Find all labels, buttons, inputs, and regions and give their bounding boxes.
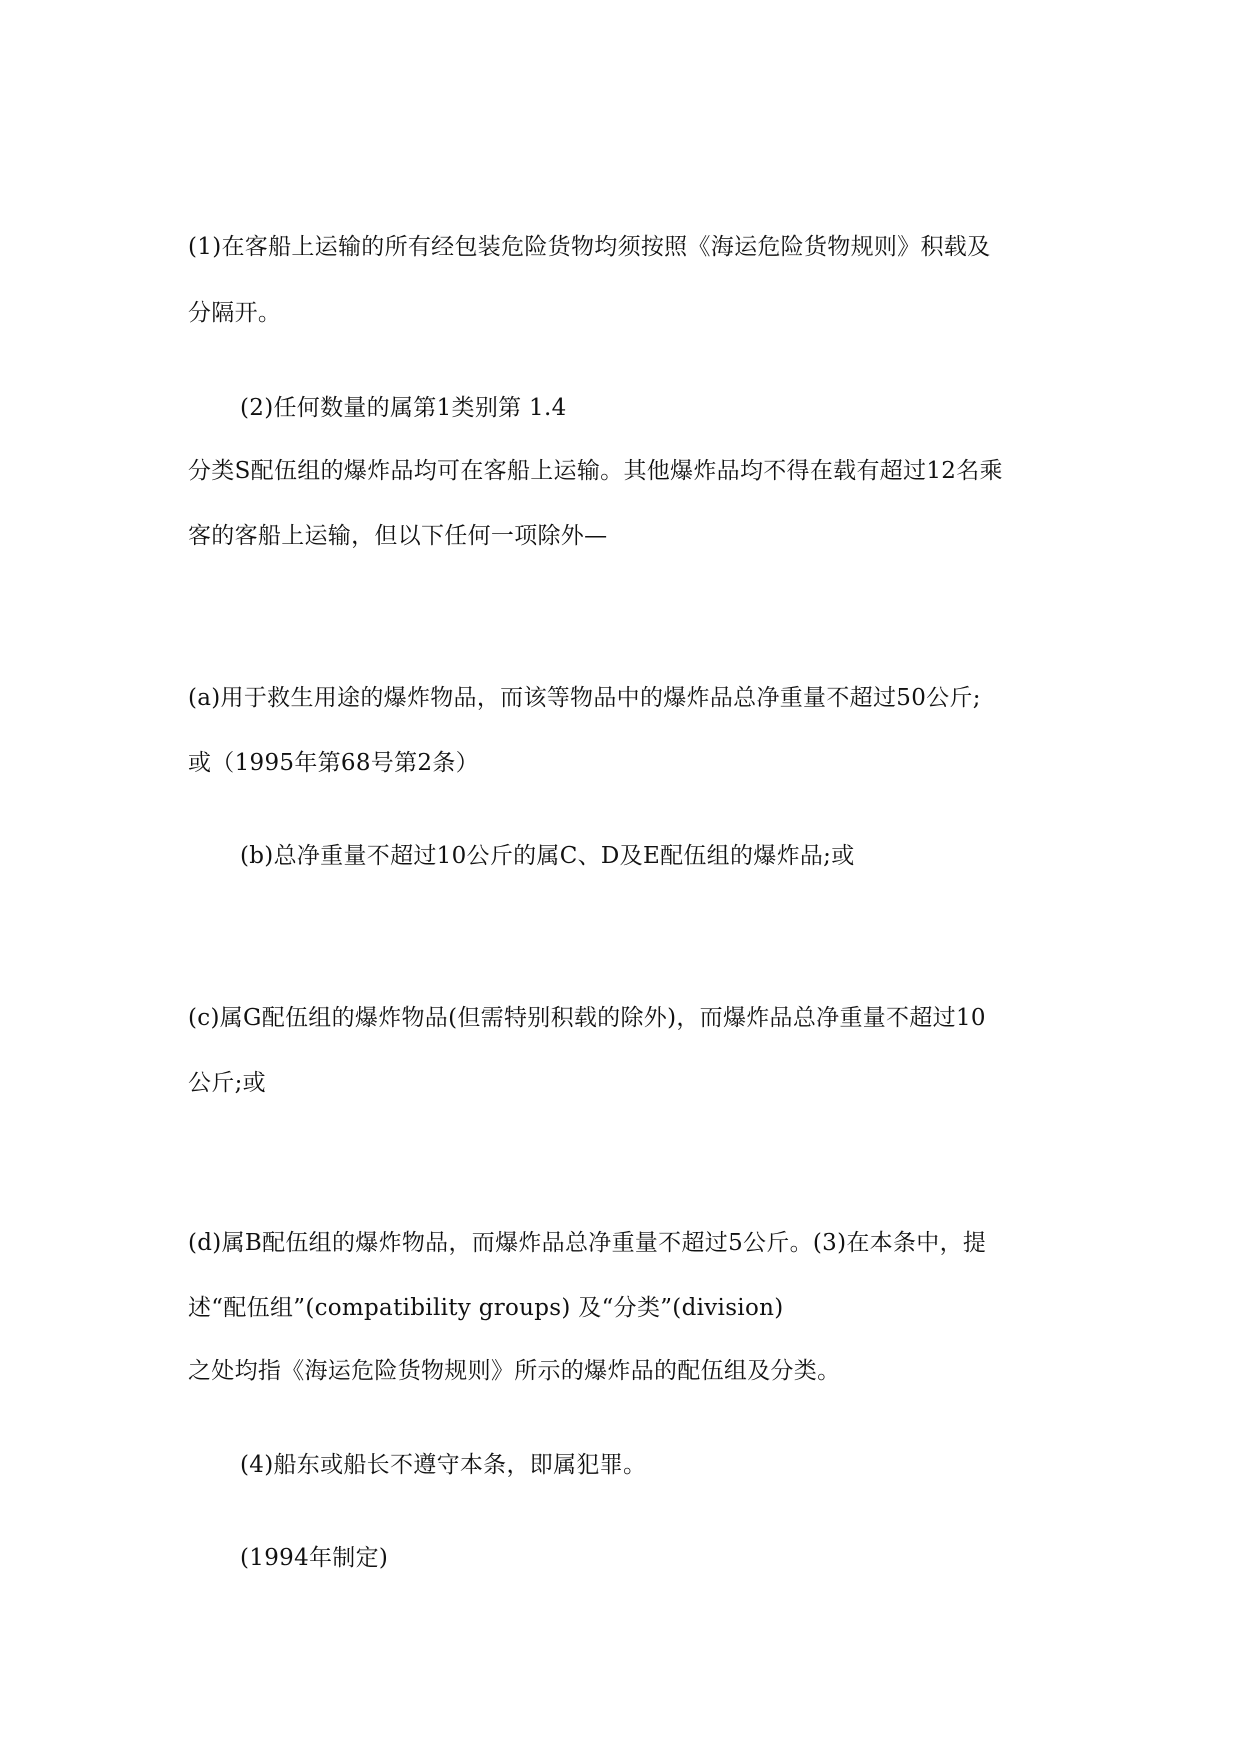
item-b-line-1: (b)总净重量不超过10公斤的属C、D及E配伍组的爆炸品;或 <box>240 843 855 869</box>
paragraph-1-line-1: (1)在客船上运输的所有经包装危险货物均须按照《海运危险货物规则》积载及 <box>188 234 991 260</box>
item-d-line-2: 述“配伍组”(compatibility groups) 及“分类”(division) <box>188 1295 784 1321</box>
item-a-line-2: 或（1995年第68号第2条） <box>188 750 479 776</box>
item-c-line-1: (c)属G配伍组的爆炸物品(但需特别积载的除外)，而爆炸品总净重量不超过10 <box>188 1005 986 1031</box>
enactment-note: (1994年制定) <box>240 1545 389 1571</box>
item-a-line-1: (a)用于救生用途的爆炸物品，而该等物品中的爆炸品总净重量不超过50公斤; <box>188 685 981 711</box>
paragraph-2-line-1: (2)任何数量的属第1类别第 1.4 <box>240 395 567 421</box>
paragraph-1-line-2: 分隔开。 <box>188 300 282 326</box>
item-c-line-2: 公斤;或 <box>188 1070 266 1096</box>
paragraph-4-line-1: (4)船东或船长不遵守本条，即属犯罪。 <box>240 1452 647 1478</box>
item-d-line-3: 之处均指《海运危险货物规则》所示的爆炸品的配伍组及分类。 <box>188 1358 841 1384</box>
paragraph-2-line-2: 分类S配伍组的爆炸品均可在客船上运输。其他爆炸品均不得在载有超过12名乘 <box>188 458 1003 484</box>
item-d-line-1: (d)属B配伍组的爆炸物品，而爆炸品总净重量不超过5公斤。(3)在本条中，提 <box>188 1230 987 1256</box>
paragraph-2-line-3: 客的客船上运输，但以下任何一项除外— <box>188 523 608 549</box>
